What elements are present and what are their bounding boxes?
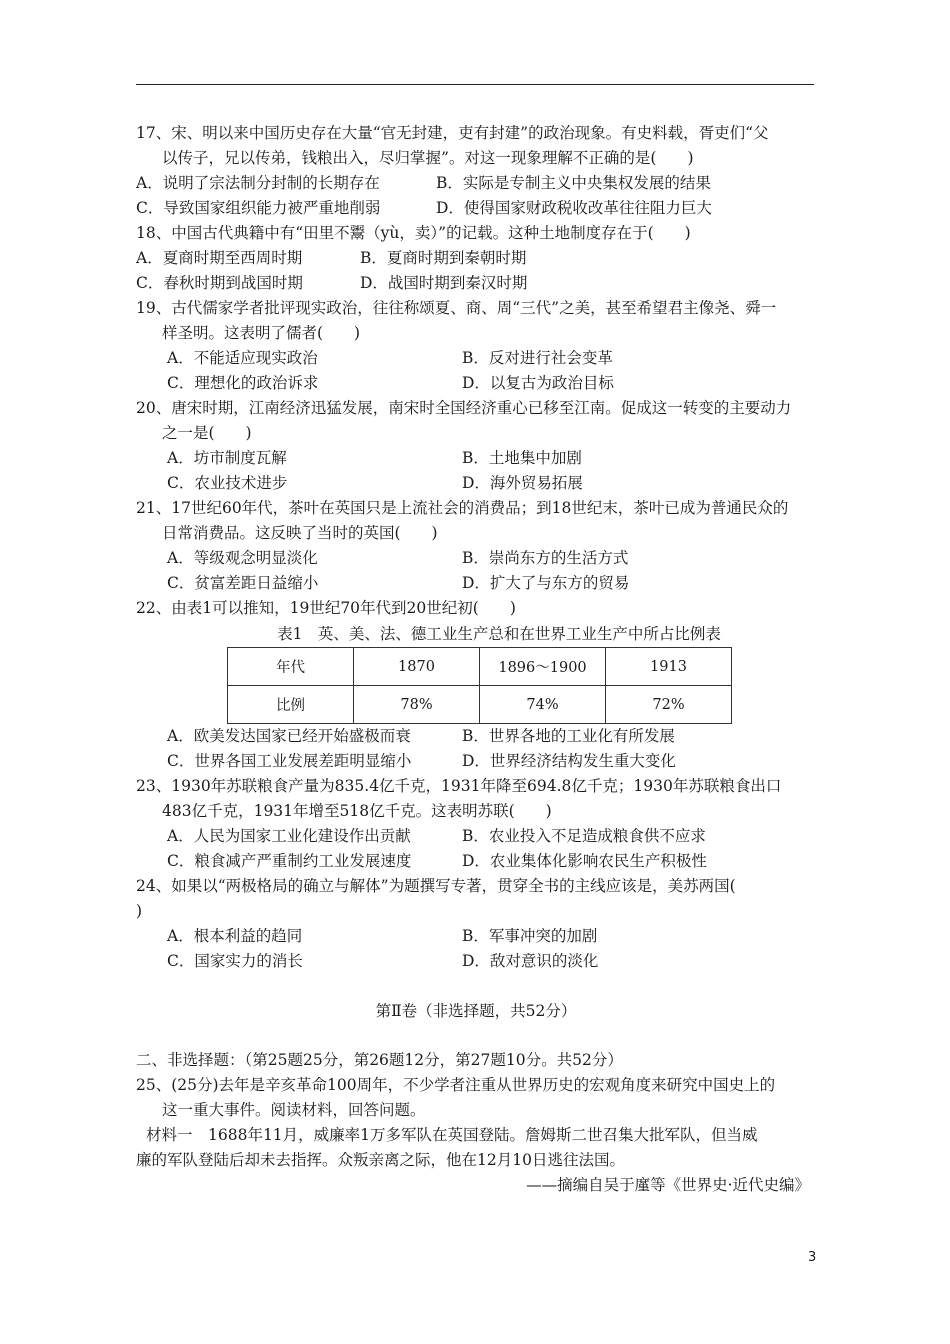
question-stem-cont: 样圣明。这表明了儒者( ) (162, 324, 361, 342)
question-stem-cont: 483亿千克，1931年增至518亿千克。这表明苏联( ) (162, 802, 552, 820)
question-stem: 中国古代典籍中有“田里不鬻（yù，卖）”的记载。这种土地制度存在于( ) (171, 224, 691, 242)
table-caption: 表1 英、美、法、德工业生产总和在世界工业生产中所占比例表 (277, 625, 721, 643)
question-stem: 1930年苏联粮食产量为835.4亿千克，1931年降至694.8亿千克；1930年苏联粮食出口 (171, 777, 782, 795)
option-b: B．反对进行社会变革 (462, 349, 613, 367)
option-c: C．农业技术进步 (167, 474, 288, 492)
table-cell: 1870 (354, 648, 480, 686)
question-20 (136, 396, 816, 496)
question-number: 25、 (136, 1076, 172, 1094)
option-c: C．世界各国工业发展差距明显缩小 (167, 752, 412, 770)
options (136, 924, 816, 974)
table-row (228, 648, 732, 686)
option-b: B．实际是专制主义中央集权发展的结果 (436, 174, 711, 192)
question-21 (136, 496, 816, 596)
question-stem: 宋、明以来中国历史存在大量“官无封建，吏有封建”的政治现象。有史料载，胥吏们“父 (171, 124, 769, 142)
question-24 (136, 874, 816, 974)
question-19 (136, 296, 816, 396)
option-d: D．使得国家财政税收改革往往阻力巨大 (436, 199, 712, 217)
option-d: D．扩大了与东方的贸易 (462, 574, 630, 592)
option-b: B．夏商时期到秦朝时期 (360, 249, 527, 267)
question-number: 17、 (136, 124, 172, 142)
question-stem: 如果以“两极格局的确立与解体”为题撰写专著，贯穿全书的主线应该是，美苏两国( (171, 877, 736, 895)
option-d: D．以复古为政治目标 (462, 374, 614, 392)
question-number: 24、 (136, 877, 172, 895)
option-a: A．根本利益的趋同 (167, 927, 303, 945)
exam-content (136, 121, 816, 1198)
options (136, 346, 816, 396)
option-c: C．理想化的政治诉求 (167, 374, 319, 392)
table-cell: 比例 (228, 686, 354, 724)
page-number: 3 (808, 1250, 817, 1265)
options (136, 246, 816, 296)
question-17 (136, 121, 816, 221)
question-number: 19、 (136, 299, 172, 317)
option-c: C．春秋时期到战国时期 (136, 274, 303, 292)
table-cell: 74% (480, 686, 606, 724)
option-a: A．等级观念明显淡化 (167, 549, 318, 567)
option-a: A．人民为国家工业化建设作出贡献 (167, 827, 411, 845)
question-22 (136, 596, 816, 774)
options (136, 724, 816, 774)
question-stem-cont: 以传子，兄以传弟，钱粮出入，尽归掌握”。对这一现象理解不正确的是( ) (162, 149, 694, 167)
question-25 (136, 1073, 816, 1198)
options (136, 546, 816, 596)
question-stem-cont: 这一重大事件。阅读材料，回答问题。 (162, 1101, 426, 1119)
option-a: A．夏商时期至西周时期 (136, 249, 303, 267)
option-a: A．说明了宗法制分封制的长期存在 (136, 174, 380, 192)
option-c: C．粮食减产严重制约工业发展速度 (167, 852, 412, 870)
option-c: C．导致国家组织能力被严重地削弱 (136, 199, 381, 217)
question-number: 21、 (136, 499, 172, 517)
data-table (227, 647, 732, 724)
question-stem: (25分)去年是辛亥革命100周年，不少学者注重从世界历史的宏观角度来研究中国史上的 (171, 1076, 776, 1094)
option-b: B．世界各地的工业化有所发展 (462, 727, 675, 745)
option-b: B．军事冲突的加剧 (462, 927, 598, 945)
question-number: 20、 (136, 399, 172, 417)
section-title: 第Ⅱ卷（非选择题，共52分） (375, 1002, 577, 1020)
table-cell: 1913 (606, 648, 732, 686)
part2-header: 二、非选择题：（第25题25分，第26题12分，第27题10分。共52分） (136, 1051, 623, 1069)
option-d: D．敌对意识的淡化 (462, 952, 599, 970)
question-18 (136, 221, 816, 296)
material-text-cont: 廉的军队登陆后却未去指挥。众叛亲离之际，他在12月10日逃往法国。 (136, 1151, 625, 1169)
option-d: D．海外贸易拓展 (462, 474, 583, 492)
option-a: A．欧美发达国家已经开始盛极而衰 (167, 727, 411, 745)
table-cell: 1896～1900 (480, 648, 606, 686)
question-stem: 17世纪60年代，茶叶在英国只是上流社会的消费品；到18世纪末，茶叶已成为普通民众的 (171, 499, 789, 517)
question-stem: 唐宋时期，江南经济迅猛发展，南宋时全国经济重心已移至江南。促成这一转变的主要动力 (171, 399, 792, 417)
options (136, 171, 816, 221)
question-number: 22、 (136, 599, 172, 617)
material-text: 材料一 1688年11月，威廉率1万多军队在英国登陆。詹姆斯二世召集大批军队，但当威 (146, 1126, 758, 1144)
question-23 (136, 774, 816, 874)
question-stem-cont: 之一是( ) (162, 424, 252, 442)
material-source: ——摘编自吴于廑等《世界史·近代史编》 (526, 1176, 810, 1194)
question-stem: 古代儒家学者批评现实政治，往往称颂夏、商、周“三代”之美，甚至希望君主像尧、舜一 (171, 299, 777, 317)
question-number: 23、 (136, 777, 172, 795)
question-number: 18、 (136, 224, 172, 242)
option-c: C．国家实力的消长 (167, 952, 303, 970)
option-b: B．农业投入不足造成粮食供不应求 (462, 827, 706, 845)
question-stem: 由表1可以推知，19世纪70年代到20世纪初( ) (171, 599, 516, 617)
question-stem-cont: ) (136, 902, 143, 920)
table-cell: 年代 (228, 648, 354, 686)
option-b: B．土地集中加剧 (462, 449, 582, 467)
option-c: C．贫富差距日益缩小 (167, 574, 319, 592)
table-cell: 72% (606, 686, 732, 724)
question-stem-cont: 日常消费品。这反映了当时的英国( ) (162, 524, 438, 542)
table-cell: 78% (354, 686, 480, 724)
option-a: A．不能适应现实政治 (167, 349, 318, 367)
option-d: D．战国时期到秦汉时期 (360, 274, 528, 292)
option-d: D．农业集体化影响农民生产积极性 (462, 852, 707, 870)
option-d: D．世界经济结构发生重大变化 (462, 752, 676, 770)
option-b: B．崇尚东方的生活方式 (462, 549, 629, 567)
options (136, 824, 816, 874)
options (136, 446, 816, 496)
header-rule (136, 84, 814, 85)
table-row (228, 686, 732, 724)
option-a: A．坊市制度瓦解 (167, 449, 287, 467)
